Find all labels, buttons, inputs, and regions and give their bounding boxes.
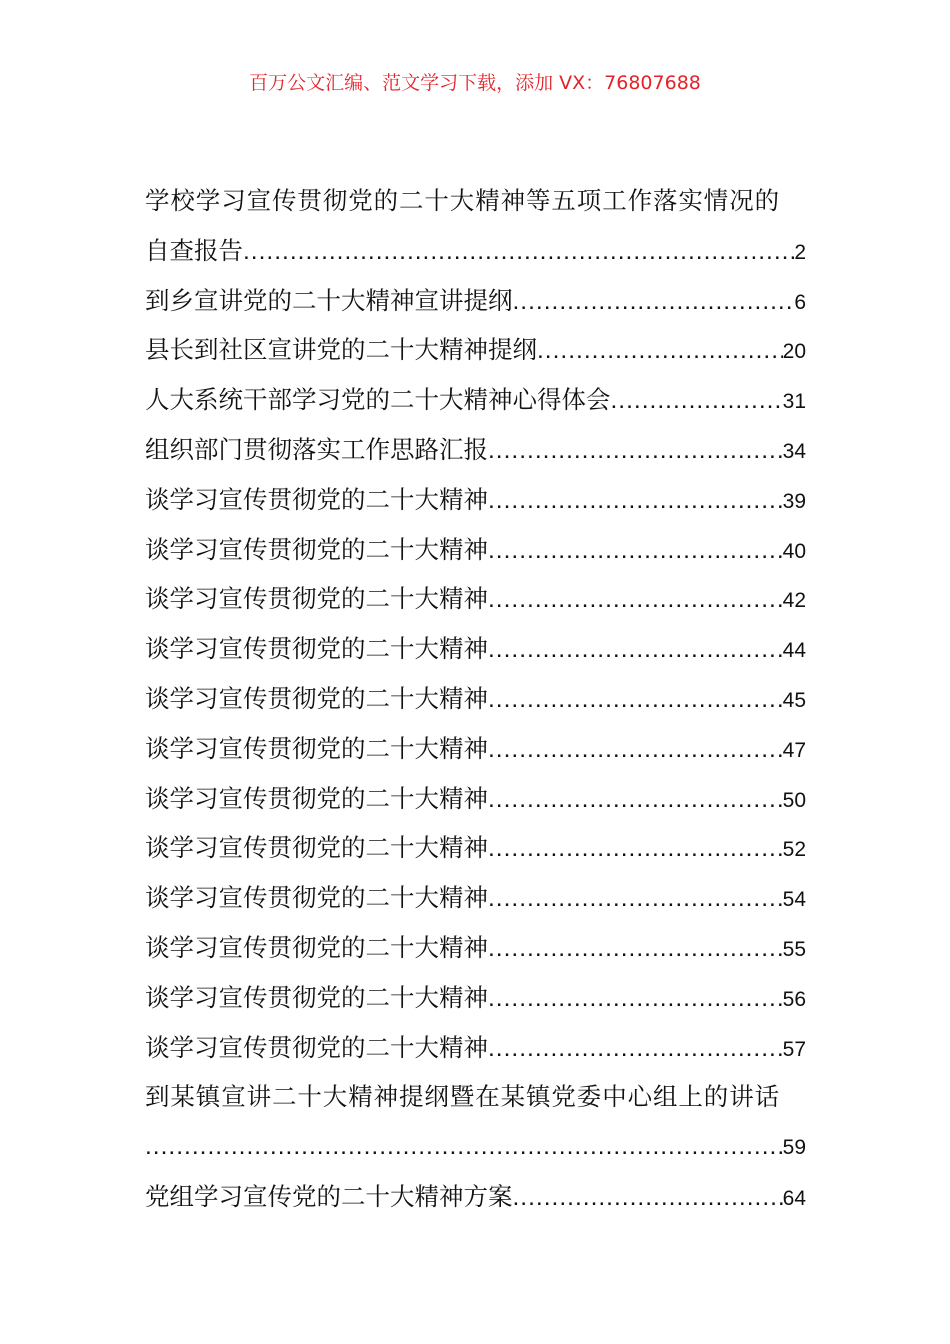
toc-leader-dots bbox=[488, 924, 783, 974]
toc-entry-title-line[interactable]: 到某镇宣讲二十大精神提纲暨在某镇党委中心组上的讲话 bbox=[145, 1082, 780, 1112]
toc-entry[interactable] bbox=[145, 375, 806, 425]
toc-leader-dots bbox=[488, 874, 783, 924]
toc-page-number: 52 bbox=[782, 838, 806, 862]
toc-entry-title: 谈学习宣传贯彻党的二十大精神 bbox=[145, 883, 488, 913]
toc-entry-title: 人大系统干部学习党的二十大精神心得体会 bbox=[145, 385, 611, 415]
toc-entry-title: 谈学习宣传贯彻党的二十大精神 bbox=[145, 683, 488, 713]
toc-page-number: 39 bbox=[782, 489, 806, 513]
toc-entry-title: 谈学习宣传贯彻党的二十大精神 bbox=[145, 584, 488, 614]
toc-entry[interactable] bbox=[145, 475, 806, 525]
toc-page-number: 54 bbox=[782, 888, 806, 912]
toc-leader-dots bbox=[488, 725, 783, 775]
toc-entry-title: 县长到社区宣讲党的二十大精神提纲 bbox=[145, 335, 537, 365]
toc-entry-title: 谈学习宣传贯彻党的二十大精神 bbox=[145, 932, 488, 962]
toc-leader-dots bbox=[488, 974, 783, 1024]
toc-page-number: 42 bbox=[782, 589, 806, 613]
toc-entry-title: 组织部门贯彻落实工作思路汇报 bbox=[145, 434, 488, 464]
toc-entry[interactable] bbox=[145, 425, 806, 475]
toc-page-number: 2 bbox=[794, 240, 806, 264]
toc-entry-title: 谈学习宣传贯彻党的二十大精神 bbox=[145, 484, 488, 514]
toc-leader-dots bbox=[488, 824, 783, 874]
toc-entry[interactable] bbox=[145, 873, 806, 923]
toc-entry[interactable] bbox=[145, 525, 806, 575]
toc-leader-dots bbox=[488, 775, 783, 825]
toc-leader-dots bbox=[488, 625, 783, 675]
toc-entry-title: 到乡宣讲党的二十大精神宣讲提纲 bbox=[145, 285, 513, 315]
toc-page-number: 31 bbox=[782, 390, 806, 414]
toc-entry[interactable] bbox=[145, 325, 806, 375]
toc-entry-title: 谈学习宣传贯彻党的二十大精神 bbox=[145, 634, 488, 664]
toc-page-number: 20 bbox=[782, 340, 806, 364]
toc-leader-dots bbox=[488, 575, 783, 625]
toc-entry-title: 谈学习宣传贯彻党的二十大精神 bbox=[145, 1032, 488, 1062]
toc-entry[interactable] bbox=[145, 1023, 806, 1073]
toc-leader-dots bbox=[513, 1173, 783, 1223]
toc-page-number: 59 bbox=[782, 1136, 806, 1160]
toc-entry[interactable] bbox=[145, 674, 806, 724]
toc-leader-dots bbox=[488, 476, 783, 526]
toc-page-number: 47 bbox=[782, 738, 806, 762]
toc-page-number: 56 bbox=[782, 987, 806, 1011]
toc-entry-title: 谈学习宣传贯彻党的二十大精神 bbox=[145, 534, 488, 564]
toc-entry-title-line[interactable]: 学校学习宣传贯彻党的二十大精神等五项工作落实情况的 bbox=[145, 186, 780, 215]
toc-page-number: 55 bbox=[782, 937, 806, 961]
toc-page-number: 64 bbox=[782, 1186, 806, 1210]
toc-leader-dots bbox=[488, 675, 783, 725]
toc-page-number: 45 bbox=[782, 688, 806, 712]
toc-entry-title: 自查报告 bbox=[145, 235, 243, 265]
toc-entry[interactable] bbox=[145, 1122, 806, 1172]
toc-entry[interactable] bbox=[145, 823, 806, 873]
toc-entry[interactable] bbox=[145, 574, 806, 624]
toc-page-number: 50 bbox=[782, 788, 806, 812]
toc-leader-dots bbox=[488, 1024, 783, 1074]
toc-leader-dots bbox=[513, 277, 795, 327]
toc-entry[interactable] bbox=[145, 774, 806, 824]
toc-leader-dots bbox=[488, 526, 783, 576]
toc-page-number: 34 bbox=[782, 439, 806, 463]
toc-entry[interactable] bbox=[145, 724, 806, 774]
toc-entry-title: 谈学习宣传贯彻党的二十大精神 bbox=[145, 982, 488, 1012]
toc-entry[interactable] bbox=[145, 276, 806, 326]
toc-entry-title: 谈学习宣传贯彻党的二十大精神 bbox=[145, 733, 488, 763]
toc-leader-dots bbox=[243, 227, 794, 277]
toc-leader-dots bbox=[611, 376, 783, 426]
toc-page-number: 57 bbox=[782, 1037, 806, 1061]
toc-entry-title: 谈学习宣传贯彻党的二十大精神 bbox=[145, 833, 488, 863]
toc-entry[interactable] bbox=[145, 624, 806, 674]
toc-leader-dots bbox=[537, 326, 783, 376]
table-of-contents bbox=[145, 176, 806, 1222]
toc-page-number: 6 bbox=[794, 290, 806, 314]
toc-entry[interactable] bbox=[145, 1172, 806, 1222]
toc-entry[interactable] bbox=[145, 973, 806, 1023]
toc-entry-title: 谈学习宣传贯彻党的二十大精神 bbox=[145, 783, 488, 813]
toc-entry[interactable] bbox=[145, 923, 806, 973]
toc-page-number: 44 bbox=[782, 639, 806, 663]
toc-leader-dots bbox=[488, 426, 783, 476]
toc-entry[interactable] bbox=[145, 226, 806, 276]
watermark-banner: 百万公文汇编、范文学习下载，添加 VX：76807688 bbox=[249, 72, 701, 94]
toc-leader-dots bbox=[145, 1122, 783, 1172]
toc-entry-title: 党组学习宣传党的二十大精神方案 bbox=[145, 1181, 513, 1211]
toc-page-number: 40 bbox=[782, 539, 806, 563]
